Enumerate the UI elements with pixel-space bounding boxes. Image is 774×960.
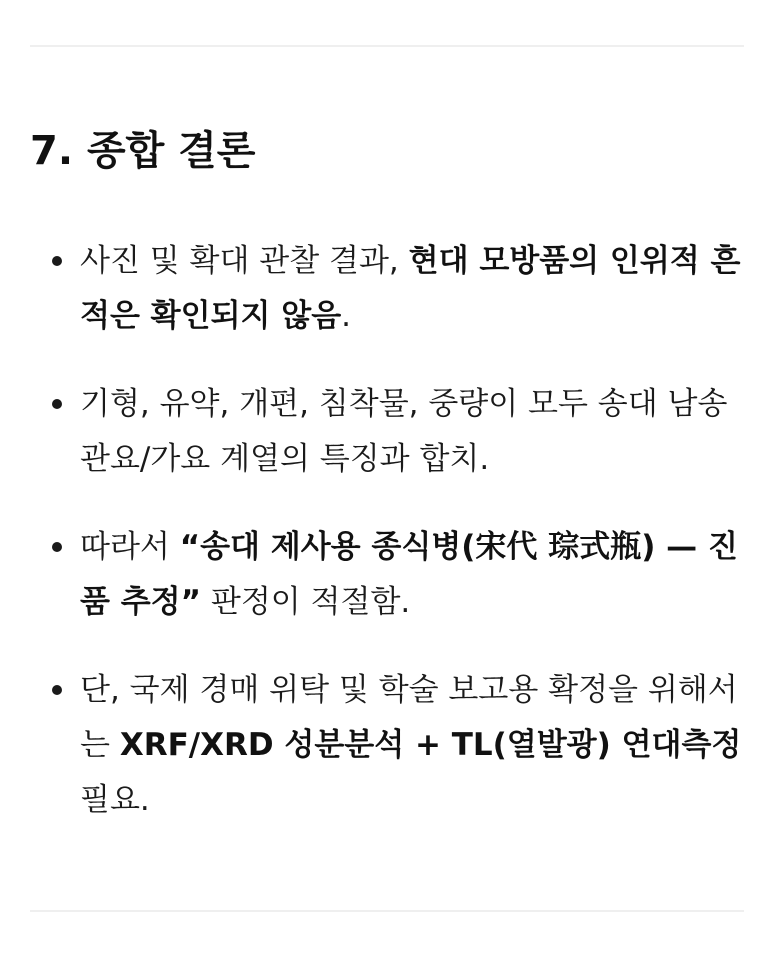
item-emphasis: 현대 모방품의 인위적 흔적은 확인되지 않음: [80, 243, 741, 334]
item-text: 사진 및 확대 관찰 결과,: [80, 243, 409, 279]
top-divider: [30, 45, 744, 47]
section-title: 7. 종합 결론: [30, 128, 256, 174]
bottom-divider: [30, 910, 744, 912]
item-emphasis: XRF/XRD 성분분석 + TL(열발광) 연대측정: [119, 727, 742, 763]
item-text: 단, 국제 경매 위탁 및 학술 보고용 확정을 위해서는: [80, 672, 738, 763]
item-text-end: .: [341, 298, 352, 334]
list-item: [0, 377, 774, 487]
item-emphasis: “송대 제사용 종식병(宋代 琮式瓶) — 진품 추정”: [80, 529, 738, 620]
list-item: [0, 663, 774, 828]
item-text: 기형, 유약, 개편, 침착물, 중량이 모두 송대 남송 관요/가요 계열의 특징과 합치.: [80, 386, 728, 477]
item-text-end: 필요.: [80, 782, 150, 818]
conclusion-list: [0, 234, 774, 861]
item-text: 따라서: [80, 529, 180, 565]
list-item: [0, 234, 774, 344]
item-text-end: 판정이 적절함.: [201, 584, 411, 620]
list-item: [0, 520, 774, 630]
